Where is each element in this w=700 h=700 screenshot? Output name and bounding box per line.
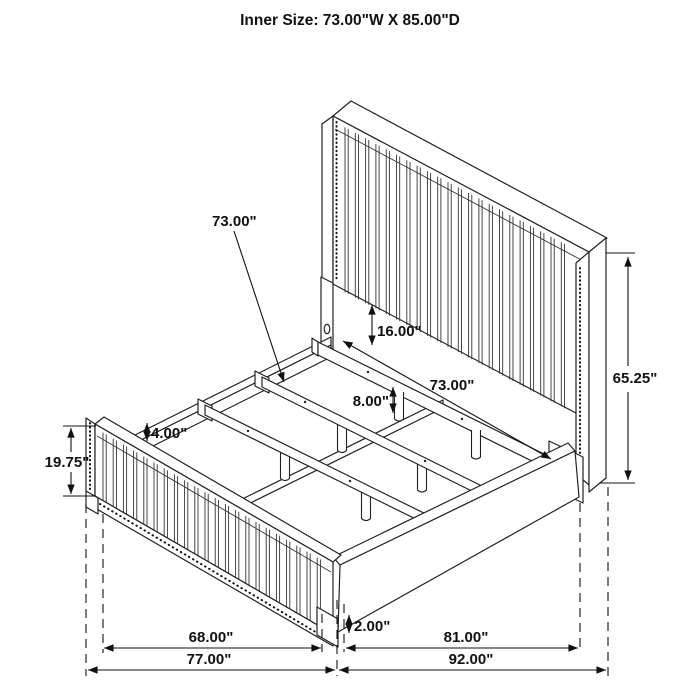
diagram-title: Inner Size: 73.00"W X 85.00"D xyxy=(240,12,460,29)
footboard-outer-width-label: 77.00" xyxy=(186,651,232,668)
headboard-clearance-label: 16.00" xyxy=(377,323,422,340)
headboard-height-label: 65.25" xyxy=(612,370,658,387)
headboard-left-wing-edge xyxy=(322,116,333,291)
inner-depth-label: 81.00" xyxy=(443,629,489,646)
leg-height-label: 8.00" xyxy=(352,393,389,410)
support-leg xyxy=(472,430,481,459)
headboard-right-wing-outer xyxy=(589,238,606,492)
support-leg xyxy=(395,392,404,421)
slat-length-label: 73.00" xyxy=(212,213,257,230)
headboard-right-wing-front xyxy=(576,252,589,485)
inner-width-label: 73.00" xyxy=(429,377,475,394)
rear-rail-end-cap xyxy=(312,338,318,356)
outer-depth-label: 92.00" xyxy=(448,651,494,668)
rail-height-label: 4.00" xyxy=(151,425,188,442)
footboard-inner-width-label: 68.00" xyxy=(188,629,234,646)
rail-offset-label: 2.00" xyxy=(354,618,391,635)
footboard-height-label: 19.75" xyxy=(44,454,90,471)
